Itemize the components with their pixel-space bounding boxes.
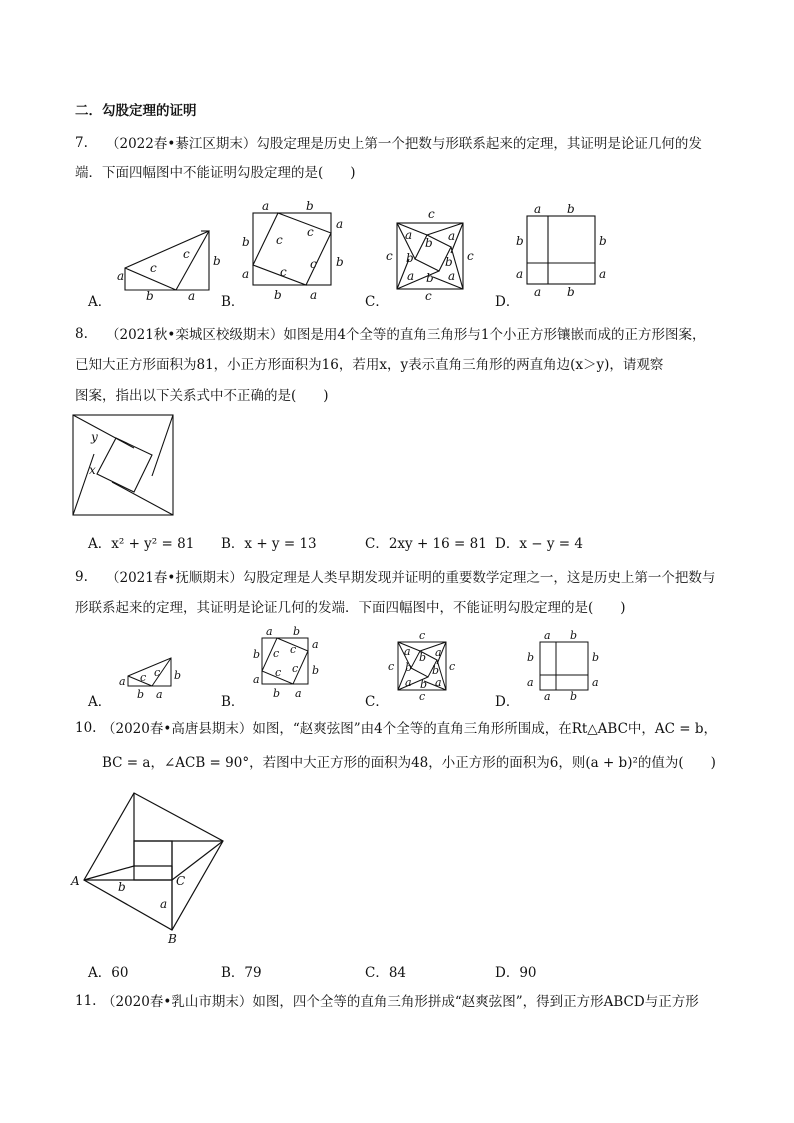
figure-label: b	[419, 651, 427, 664]
figure-label: c	[154, 666, 161, 679]
figure-label: a	[295, 687, 302, 700]
figure-label: c	[273, 647, 280, 660]
q10-option-d[interactable]: D．90	[495, 965, 537, 981]
q7d-label-b: b	[567, 202, 575, 216]
q7c-label-a2: a	[448, 229, 456, 243]
figure-label: a	[156, 688, 163, 701]
q7-figure-a	[125, 231, 209, 290]
figure-label: b	[432, 664, 440, 677]
figure-label: b	[253, 648, 261, 661]
figure-label: b	[592, 651, 600, 664]
question-8-line3: 图案，指出以下关系式中不正确的是( )	[75, 388, 329, 404]
figure-label: a	[312, 638, 319, 651]
q9-option-b[interactable]: B．	[221, 694, 245, 710]
q7d-label-a: a	[534, 202, 542, 216]
figure-label: c	[419, 629, 426, 642]
q8-option-a[interactable]: A．x² + y² = 81	[88, 536, 195, 552]
figure-label: c	[388, 660, 395, 673]
figure-label: a	[266, 625, 273, 638]
q7c-label-a: a	[405, 228, 413, 242]
question-7-line2: 端．下面四幅图中不能证明勾股定理的是( )	[75, 165, 356, 181]
q7c-label-b: b	[425, 236, 433, 250]
question-9-line1: （2021春•抚顺期末）勾股定理是人类早期发现并证明的重要数学定理之一，这是历史上第一个把数与	[106, 570, 716, 586]
q7c-label-c3: c	[467, 249, 474, 263]
q7a-label-a: a	[117, 269, 125, 283]
q7c-label-a4: a	[448, 269, 456, 283]
question-9-number: 9.	[75, 569, 88, 585]
q7d-label-a4: a	[534, 285, 542, 299]
q7c-label-c4: c	[425, 289, 432, 303]
q9-option-d[interactable]: D．	[495, 694, 520, 710]
section-title: 二．勾股定理的证明	[75, 103, 197, 119]
figure-label: b	[293, 625, 301, 638]
q7b-label-b3: b	[336, 255, 344, 269]
q8-option-c[interactable]: C．2xy + 16 = 81	[365, 536, 487, 552]
figure-label: b	[405, 661, 413, 674]
q10-label-A: A	[71, 874, 80, 888]
question-8-figure	[72, 414, 176, 518]
q7c-label-b4: b	[426, 271, 434, 285]
question-8-number: 8.	[75, 326, 88, 342]
q7a-label-b2: b	[213, 254, 221, 268]
figure-label: b	[137, 688, 145, 701]
figure-label: b	[570, 690, 578, 703]
figure-label: a	[544, 690, 551, 703]
figure-label: b	[273, 687, 281, 700]
q7-option-b[interactable]: B．	[221, 294, 245, 310]
figure-label: c	[419, 690, 426, 703]
q7b-label-a: a	[262, 199, 270, 213]
figure-label: a	[405, 676, 412, 689]
question-7-figures	[88, 196, 628, 306]
q9-option-c[interactable]: C．	[365, 694, 389, 710]
question-7-line1: （2022春•綦江区期末）勾股定理是历史上第一个把数与形联系起来的定理，其证明是论证几何的发	[106, 136, 702, 152]
figure-label: a	[119, 675, 126, 688]
q10-label-C: C	[176, 874, 186, 888]
q7c-label-c: c	[428, 207, 435, 221]
figure-label: a	[404, 645, 411, 658]
q8-option-b[interactable]: B．x + y = 13	[221, 536, 317, 552]
q8-option-d[interactable]: D．x − y = 4	[495, 536, 583, 552]
q8-label-y: y	[91, 430, 98, 444]
q7d-label-b4: b	[567, 285, 575, 299]
figure-label: a	[592, 676, 599, 689]
figure-label: a	[527, 676, 534, 689]
q7c-label-b2: b	[406, 251, 414, 265]
question-10-figure	[70, 790, 240, 950]
q7c-label-b3: b	[445, 255, 453, 269]
figure-label: a	[544, 629, 551, 642]
question-10-line1: （2020春•高唐县期末）如图，“赵爽弦图”由4个全等的直角三角形所围成，在Rt△ABC中，AC = b，	[102, 721, 718, 737]
q7b-label-c: c	[276, 233, 283, 247]
q7-figure-b	[253, 213, 331, 285]
q10-label-b: b	[118, 880, 126, 894]
q7a-label-c: c	[150, 261, 157, 275]
question-10-line2: BC = a，∠ACB = 90°，若图中大正方形的面积为48，小正方形的面积为6，则(a + b)²的值为( )	[102, 755, 716, 771]
q7b-label-c2: c	[307, 225, 314, 239]
q7-figure-d	[527, 216, 595, 284]
q7d-label-a2: a	[516, 267, 524, 281]
figure-label: a	[435, 676, 442, 689]
question-8-line2: 已知大正方形面积为81，小正方形面积为16，若用x，y表示直角三角形的两直角边(x＞y)，请观察	[75, 357, 664, 373]
q7a-label-a2: a	[188, 289, 196, 303]
question-7-number: 7.	[75, 135, 88, 151]
question-11-number: 11.	[75, 993, 97, 1009]
figure-label: b	[312, 664, 320, 677]
q10-option-c[interactable]: C．84	[365, 965, 407, 981]
q7b-label-b2: b	[242, 235, 250, 249]
q10-label-B: B	[168, 932, 177, 946]
figure-label: c	[140, 671, 147, 684]
q7b-label-a3: a	[336, 217, 344, 231]
q7d-label-a3: a	[599, 267, 607, 281]
q7b-label-a2: a	[242, 267, 250, 281]
figure-label: b	[570, 629, 578, 642]
q7d-label-b3: b	[599, 234, 607, 248]
q7d-label-b2: b	[516, 234, 524, 248]
figure-label: c	[449, 660, 456, 673]
q8-label-x: x	[89, 463, 96, 477]
figure-label: c	[275, 666, 282, 679]
figure-label: b	[174, 669, 182, 682]
q7b-label-a4: a	[310, 288, 318, 302]
q7-option-a[interactable]: A．	[88, 294, 112, 310]
q7-option-d[interactable]: D．	[495, 294, 520, 310]
q7-option-c[interactable]: C．	[365, 294, 389, 310]
q10-option-b[interactable]: B．79	[221, 965, 262, 981]
q7a-label-b: b	[146, 289, 154, 303]
figure-label: b	[420, 678, 428, 691]
q7c-label-a3: a	[407, 269, 415, 283]
q7b-label-c4: c	[280, 265, 287, 279]
q7b-label-c3: c	[310, 257, 317, 271]
figure-label: c	[290, 643, 297, 656]
figure-label: a	[435, 646, 442, 659]
figure-label: b	[527, 651, 535, 664]
figure-label: a	[253, 673, 260, 686]
question-9-line2: 形联系起来的定理，其证明是论证几何的发端．下面四幅图中，不能证明勾股定理的是( )	[75, 600, 626, 616]
q7a-label-c2: c	[183, 247, 190, 261]
question-8-line1: （2021秋•栾城区校级期末）如图是用4个全等的直角三角形与1个小正方形镶嵌而成的正方形图案，	[106, 327, 706, 343]
question-9-figures	[110, 624, 610, 704]
q10-label-a: a	[160, 897, 168, 911]
q9-option-a[interactable]: A．	[88, 694, 112, 710]
q7b-label-b: b	[306, 199, 314, 213]
question-10-number: 10.	[75, 720, 97, 736]
q10-option-a[interactable]: A．60	[88, 965, 129, 981]
q7c-label-c2: c	[386, 249, 393, 263]
figure-label: c	[292, 662, 299, 675]
question-11-line1: （2020春•乳山市期末）如图，四个全等的直角三角形拼成“赵爽弦图”，得到正方形ABCD与正方形	[102, 994, 699, 1010]
q7b-label-b4: b	[274, 288, 282, 302]
